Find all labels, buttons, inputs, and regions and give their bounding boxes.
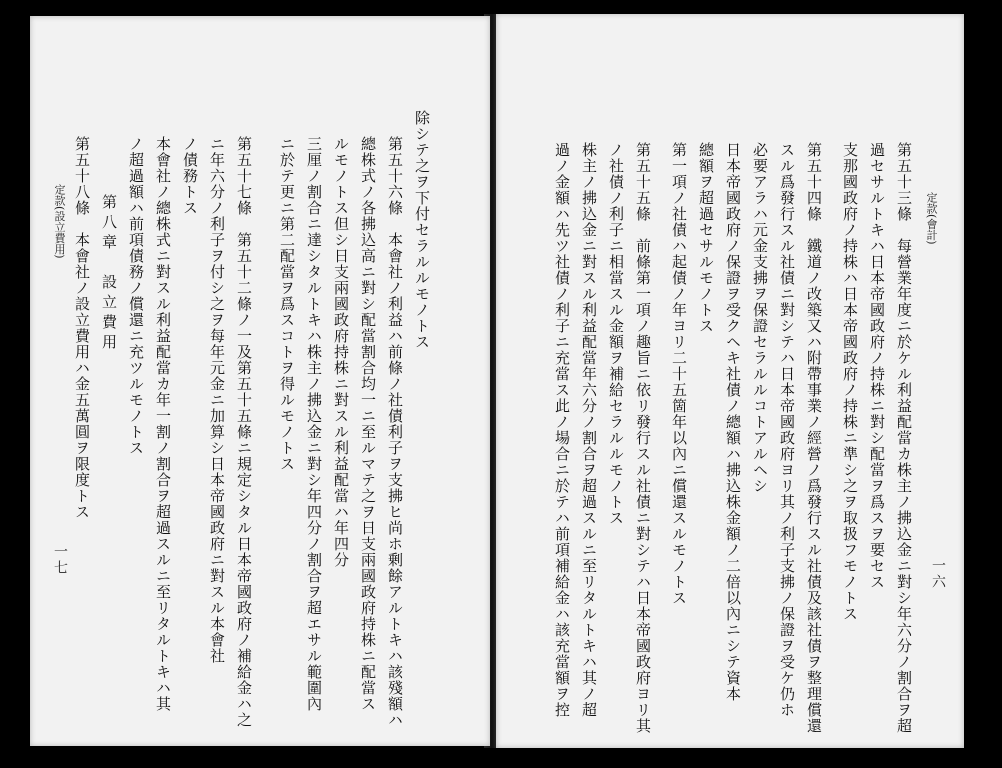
page-number: 一六 (930, 558, 946, 590)
text-column: ルモノトス但シ日支兩國政府持株ニ對スル利益配當ハ年四分 (332, 136, 350, 568)
page-number: 一七 (52, 544, 68, 576)
running-head: 定款(設立費用) (53, 184, 66, 259)
text-column: ノ社債ノ利子ニ相當スル金額ヲ補給セラルルモノトス (607, 142, 625, 526)
text-column: ニ於テ更ニ第二配當ヲ爲スコトヲ得ルモノトス (278, 136, 296, 472)
text-column: ノ超過額ハ前項債務ノ償還ニ充ツルモノトス (127, 136, 145, 456)
text-column: 第五十五條 前條第一項ノ趣旨ニ依リ發行スル社債ニ對シテハ日本帝國政府ヨリ其 (634, 142, 652, 734)
text-column: スル爲發行スル社債ニ對シテハ日本帝國政府ヨリ其ノ利子支拂ノ保證ヲ受ケ仍ホ (778, 142, 796, 718)
text-column: 第一項ノ社債ハ起債ノ年ヨリ二十五箇年以內ニ償還スルモノトス (670, 142, 688, 606)
text-column: 過ノ金額ハ先ツ社債ノ利子ニ充當ス此ノ場合ニ於テハ前項補給金ハ該充當額ヲ控 (553, 142, 571, 718)
text-column: 第五十六條 本會社ノ利益ハ前條ノ社債利子ヲ支拂ヒ尚ホ剰餘アルトキハ該殘額ハ (386, 136, 404, 728)
text-column: ニ年六分ノ利子ヲ付シ之ヲ每年元金ニ加算シ日本帝國政府ニ對スル本會社 (208, 136, 226, 664)
text-column: 第五十三條 每營業年度ニ於ケル利益配當カ株主ノ拂込金ニ對シ年六分ノ割合ヲ超 (895, 142, 913, 734)
text-column: 總額ヲ超過セサルモノトス (697, 142, 715, 334)
text-column: 第五十七條 第五十二條ノ一及第五十五條ニ規定シタル日本帝國政府ノ補給金ハ之 (235, 136, 253, 728)
text-column: 三厘ノ割合ニ達シタルトキハ株主ノ拂込金ニ對シ年四分ノ割合ヲ超エサル範圍內 (305, 136, 323, 712)
left-page (30, 16, 490, 746)
text-column: 支那國政府ノ持株ハ日本帝國政府ノ持株ニ準シ之ヲ取扱フモノトス (841, 142, 859, 622)
text-column: 株主ノ拂込金ニ對スル利益配當年六分ノ割合ヲ超過スルニ至リタルトキハ其ノ超 (580, 142, 598, 718)
chapter-heading: 第八章 設立費用 (100, 194, 118, 354)
running-head: 定款(會計) (925, 192, 938, 245)
text-column: 過セサルトキハ日本帝國政府ノ持株ニ對シ配當ヲ爲スヲ要セス (868, 142, 886, 590)
text-column: ノ債務トス (181, 136, 199, 216)
right-page (496, 14, 964, 748)
text-column: 第五十四條 鐵道ノ改築又ハ附帶事業ノ經營ノ爲發行スル社債及該社債ヲ整理償還 (805, 142, 823, 734)
text-column: 第五十八條 本會社ノ設立費用ハ金五萬圓ヲ限度トス (73, 136, 91, 520)
text-column: 必要アラハ元金支拂ヲ保證セラルルコトアルヘシ (751, 142, 769, 494)
text-column: 除シテ之ヲ下付セラルルモノトス (413, 110, 431, 350)
text-column: 日本帝國政府ノ保證ヲ受クヘキ社債ノ總額ハ拂込株金額ノ二倍以內ニシテ資本 (724, 142, 742, 702)
text-column: 本會社ノ總株式ニ對スル利益配當カ年一割ノ割合ヲ超過スルニ至リタルトキハ其 (154, 136, 172, 712)
text-column: 總株式ノ各拂込高ニ對シ配當割合均一ニ至ルマテ之ヲ日支兩國政府持株ニ配當ス (359, 136, 377, 712)
